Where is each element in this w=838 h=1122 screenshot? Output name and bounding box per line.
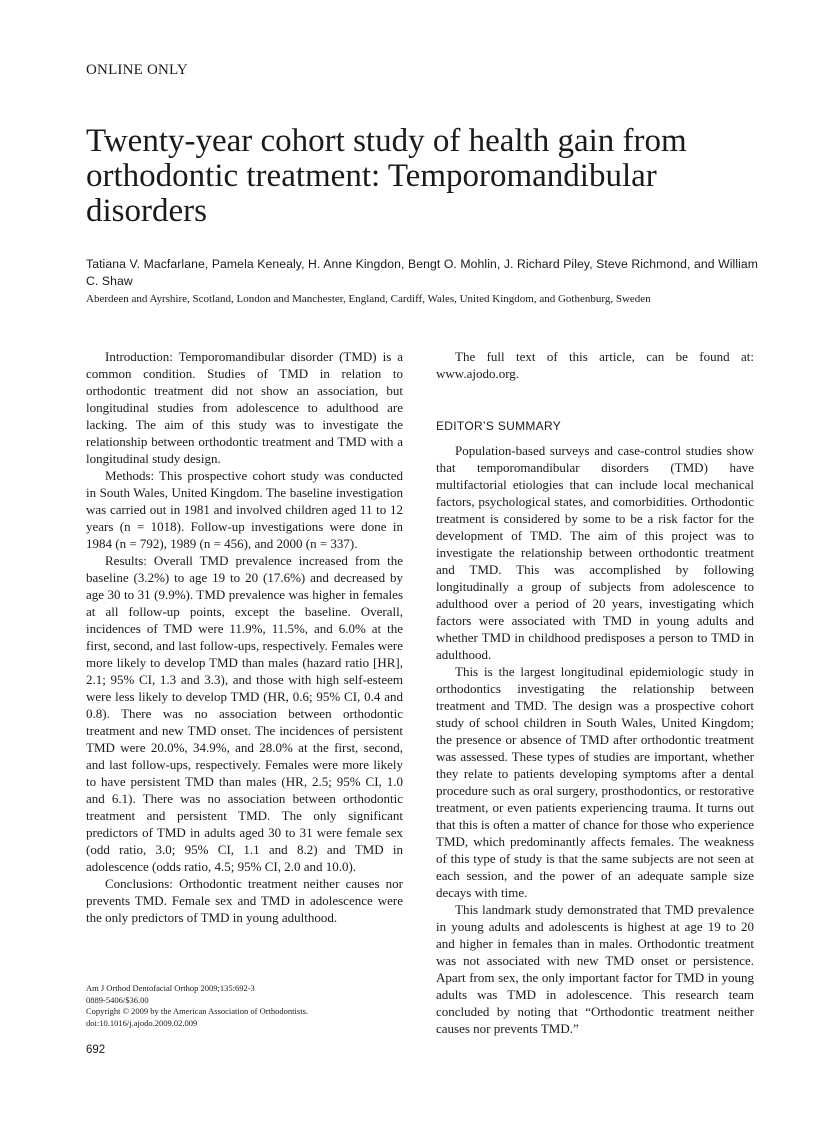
editors-summary-heading: EDITOR’S SUMMARY (436, 419, 562, 433)
journal-citation: Am J Orthod Dentofacial Orthop 2009;135:692-3 (86, 983, 255, 993)
editors-summary-paragraph: This landmark study demonstrated that TMD prevalence in young adults and adolescents is highest at age 19 to 20 and higher in females than in males. Orthodontic treatment was not associated with new TMD onset or persistence. Apart from sex, the only important factor for TMD in young adults was TMD in adolescence. This research team concluded by noting that “Orthodontic treatment neither causes nor prevents TMD.” (436, 902, 754, 1036)
copyright-notice: Copyright © 2009 by the American Association of Orthodontists. (86, 1006, 309, 1016)
section-label: ONLINE ONLY (86, 62, 188, 78)
abstract-methods: Methods: This prospective cohort study was conducted in South Wales, United Kingdom. The baseline investigation was carried out in 1981 and involved children aged 11 to 12 years (n = 1018). Follow-up investigations were done in 1984 (n = 792), 1989 (n = 456), and 2000 (n = 337). (86, 468, 403, 551)
abstract-conclusions: Conclusions: Orthodontic treatment neither causes nor prevents TMD. Female sex and TMD in adolescence were the only predictors of TMD in young adulthood. (86, 876, 403, 925)
summary-column (436, 348, 754, 1037)
full-text-note: The full text of this article, can be found at: www.ajodo.org. (436, 349, 754, 381)
doi: doi:10.1016/j.ajodo.2009.02.009 (86, 1017, 198, 1028)
editors-summary-paragraph: This is the largest longitudinal epidemiologic study in orthodontics investigating the relationship between treatment and TMD. The design was a prospective cohort study of school children in South Wales, United Kingdom; the presence or absence of TMD after orthodontic treatment was assessed. These types of studies are important, whether they relate to patients developing symptoms after a dental procedure such as oral surgery, prosthodontics, or restorative treatment, or even patients experiencing trauma. It turns out that this is often a matter of chance for those who experience TMD, which predominantly affects females. The weakness of this type of study is that the same subjects are not seen at each session, and the power of an adequate sample size decays with time. (436, 664, 754, 900)
article-title: Twenty-year cohort study of health gain from orthodontic treatment: Temporomandibular disorders (86, 123, 687, 229)
issn: 0889-5406/$36.00 (86, 994, 149, 1005)
affiliation: Aberdeen and Ayrshire, Scotland, London and Manchester, England, Cardiff, Wales, United Kingdom, and Gothenburg, Sweden (86, 293, 651, 305)
abstract-results: Results: Overall TMD prevalence increased from the baseline (3.2%) to age 19 to 20 (17.6%) and decreased by age 30 to 31 (9.9%). TMD prevalence was higher in females at all follow-up points, except the baseline. Overall, incidences of TMD were 11.9%, 11.5%, and 6.0% at the first, second, and last follow-ups, respectively. Females were more likely to develop TMD than males (hazard ratio [HR], 2.1; 95% CI, 1.3 and 3.3), and those with high self-esteem were less likely to develop TMD (HR, 0.6; 95% CI, 0.4 and 0.8). There was no association between orthodontic treatment and new TMD onset. The incidences of persistent TMD were 20.0%, 34.9%, and 28.0% at the first, second, and last follow-ups, respectively. Females were more likely to have persistent TMD than males (HR, 2.5; 95% CI, 1.0 and 6.1). There was no association between orthodontic treatment and persistent TMD. The only significant predictors of TMD in adults aged 30 to 31 were female sex (odd ratio, 3.0; 95% CI, 1.1 and 8.2) and TMD in adolescence (odds ratio, 4.5; 95% CI, 2.0 and 10.0). (86, 553, 403, 874)
editors-summary-paragraph: Population-based surveys and case-control studies show that temporomandibular disorders (TMD) have multifactorial etiologies that can include local mechanical factors, psychological states, and comorbidities. Orthodontic treatment is considered by some to be a risk factor for the development of TMD. The aim of this project was to investigate the relationship between orthodontic treatment and TMD. This was accomplished by following longitudinally a group of subjects from adolescence to adulthood over a period of 20 years, investigating which factors were associated with TMD in young adults and whether TMD in childhood predisposes a person to TMD in adulthood. (436, 443, 754, 662)
abstract-column (86, 348, 403, 926)
page-number: 692 (86, 1044, 106, 1056)
abstract-introduction: Introduction: Temporomandibular disorder (TMD) is a common condition. Studies of TMD in relation to orthodontic treatment did not show an association, but longitudinal studies from adolescence to adulthood are lacking. The aim of this study was to investigate the relationship between orthodontic treatment and TMD with a longitudinal study design. (86, 349, 403, 466)
citation-footnote (86, 983, 406, 1029)
author-list: Tatiana V. Macfarlane, Pamela Kenealy, H. Anne Kingdon, Bengt O. Mohlin, J. Richard Piley, Steve Richmond, and William C. Shaw (86, 257, 759, 288)
